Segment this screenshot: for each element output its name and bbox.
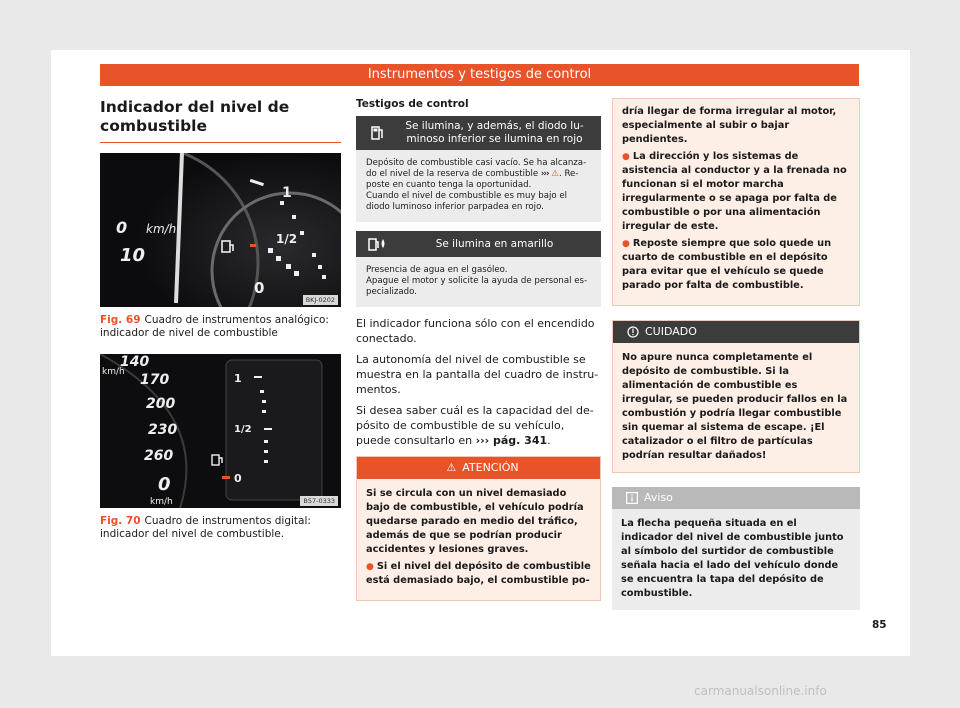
caution-box-header xyxy=(613,321,859,343)
digital-gauge-illustration xyxy=(100,354,341,508)
warning-box-header xyxy=(357,457,600,479)
cross-ref-arrow: ››› xyxy=(540,169,549,179)
speed-unit: km/h xyxy=(146,222,177,236)
exclamation-circle-icon xyxy=(627,326,639,338)
bullet-icon: ● xyxy=(366,562,374,572)
figure-label: Fig. 69 xyxy=(100,314,141,326)
speed-zero: 0 xyxy=(116,218,128,237)
gauge-mark-empty: 0 xyxy=(254,279,265,297)
warning-box xyxy=(356,456,601,601)
desc-text: Presencia de agua en el gasóleo. xyxy=(366,265,508,275)
note-title: Aviso xyxy=(644,491,673,504)
note-box-header xyxy=(612,487,860,509)
indicator-header-yellow xyxy=(356,231,601,257)
figure-caption xyxy=(100,515,341,541)
desc-text: Cuando el nivel de combustible es muy bajo el diodo luminoso inferior parpadea en rojo. xyxy=(366,191,568,212)
figure-code: B57-0333 xyxy=(300,496,338,506)
analog-gauge-illustration xyxy=(100,153,341,307)
indicator-description xyxy=(356,257,601,307)
warning-text: Si se circula con un nivel demasiado bajo de combustible, el vehículo podría quedarse parado en medio del tráfico, además de que se podrían producir accidentes y lesiones graves. xyxy=(366,488,584,555)
bullet-icon: ● xyxy=(622,239,630,249)
speed-140: 140 xyxy=(120,354,150,370)
desc-text: Apague el motor y solicite la ayuda de personal especializado. xyxy=(366,276,588,297)
watermark: carmanualsonline.info xyxy=(694,684,827,698)
warning-box-body xyxy=(613,99,859,305)
page-number: 85 xyxy=(872,619,887,631)
digital-unit-top: km/h xyxy=(102,367,125,377)
gauge-mark-half: 1/2 xyxy=(276,232,298,246)
caption-text: Cuadro de instrumentos digital: indicador del nivel de combustible. xyxy=(100,515,311,540)
page-reference-link[interactable]: ››› pág. 341 xyxy=(475,434,548,447)
figure-caption xyxy=(100,314,341,340)
left-column xyxy=(100,98,341,555)
warning-triangle-icon: ⚠ xyxy=(551,169,559,179)
speed-ten: 10 xyxy=(120,245,146,266)
speed-unit: km/h xyxy=(150,497,173,507)
indicator-description: Depósito de combustible casi vacío. Se ha alcanzado el nivel de la reserva de combustible ››› ⚠. Reposte en cuanto tenga la oportunidad. Cuando el nivel de combustible es muy bajo el diodo luminoso inferior parpadea en rojo. xyxy=(356,150,601,222)
indicator-title: Se ilumina en amarillo xyxy=(435,237,554,250)
indicator-title: Se ilumina, y además, el diodo luminoso inferior se ilumina en rojo xyxy=(405,120,584,145)
section-title: Indicador del nivel de combustible xyxy=(100,98,341,143)
warning-box-body xyxy=(357,479,600,600)
body-paragraph: El indicador funciona sólo con el encendido conectado. xyxy=(356,317,595,345)
caution-box-body: No apure nunca completamente el depósito de combustible. Si la alimentación de combustible es irregular, se pueden producir fallos en la combustión y podría llegar combustible sin quemar al sistema de escape. ¡El catalizador o el filtro de partículas podrían resultar dañados! xyxy=(622,352,848,461)
figure-label: Fig. 70 xyxy=(100,515,141,527)
figure-digital-gauge xyxy=(100,354,341,508)
right-column xyxy=(612,98,860,610)
speed-260: 260 xyxy=(144,448,174,464)
indicator-header-red xyxy=(356,116,601,150)
speed-200: 200 xyxy=(146,396,176,412)
note-box-body: La flecha pequeña situada en el indicador del nivel de combustible junto al símbolo del surtidor de combustible señala hacia el lado del vehículo donde se encuentra la tapa del depósito de combustible. xyxy=(621,518,844,599)
fuel-water-icon xyxy=(368,236,388,252)
warning-text: dría llegar de forma irregular al motor, especialmente al subir o bajar pendientes. xyxy=(622,106,837,145)
caution-title: CUIDADO xyxy=(645,325,697,338)
desc-text: Reposte en cuanto tenga la oportunidad. xyxy=(366,169,579,190)
speed-230: 230 xyxy=(148,422,178,438)
bullet-text: Si el nivel del depósito de combustible está demasiado bajo, el combustible po- xyxy=(366,561,591,586)
figure-analog-gauge xyxy=(100,153,341,307)
bullet-text: La dirección y los sistemas de asistencia al conductor y a la frenada no funcionan si el motor marcha irregularmente o se apaga por falta de combustible o por una alimentación irregular de este. xyxy=(622,151,847,232)
warning-box-continued xyxy=(612,98,860,306)
warning-bullet xyxy=(622,237,850,293)
note-box xyxy=(612,487,860,610)
warning-bullet xyxy=(622,150,850,234)
desc-text: Depósito de combustible casi vacío. Se ha alcanzado el nivel de la reserva de combustible xyxy=(366,158,587,179)
paragraph-text: Si desea saber cuál es la capacidad del depósito de combustible de su vehículo, puede consultarlo en xyxy=(356,404,594,447)
digital-mark-full: 1 xyxy=(234,372,242,385)
fuel-pump-icon xyxy=(371,125,385,141)
gauge-mark-full: 1 xyxy=(282,185,292,201)
speed-170: 170 xyxy=(140,372,170,388)
body-paragraph: La autonomía del nivel de combustible se muestra en la pantalla del cuadro de instrumentos. xyxy=(356,353,599,396)
speed-readout: 0 xyxy=(158,474,171,495)
caption-text: Cuadro de instrumentos analógico: indicador de nivel de combustible xyxy=(100,314,329,339)
digital-mark-empty: 0 xyxy=(234,472,242,485)
body-paragraph xyxy=(356,403,601,448)
digital-mark-half: 1/2 xyxy=(234,424,252,435)
bullet-icon: ● xyxy=(622,152,630,162)
info-icon xyxy=(626,492,638,504)
running-header: Instrumentos y testigos de control xyxy=(100,64,859,86)
paragraph-end: . xyxy=(547,434,551,447)
middle-column xyxy=(356,98,601,601)
subsection-title: Testigos de control xyxy=(356,98,469,110)
bullet-text: Reposte siempre que solo quede un cuarto de combustible en el depósito para evitar que el vehículo se quede parado por falta de combustible. xyxy=(622,238,832,291)
warning-triangle-icon: ⚠ xyxy=(446,461,457,474)
warning-bullet xyxy=(366,560,591,588)
caution-box xyxy=(612,320,860,473)
warning-title: ATENCIÓN xyxy=(462,461,519,474)
figure-code: BKJ-0202 xyxy=(303,295,338,305)
